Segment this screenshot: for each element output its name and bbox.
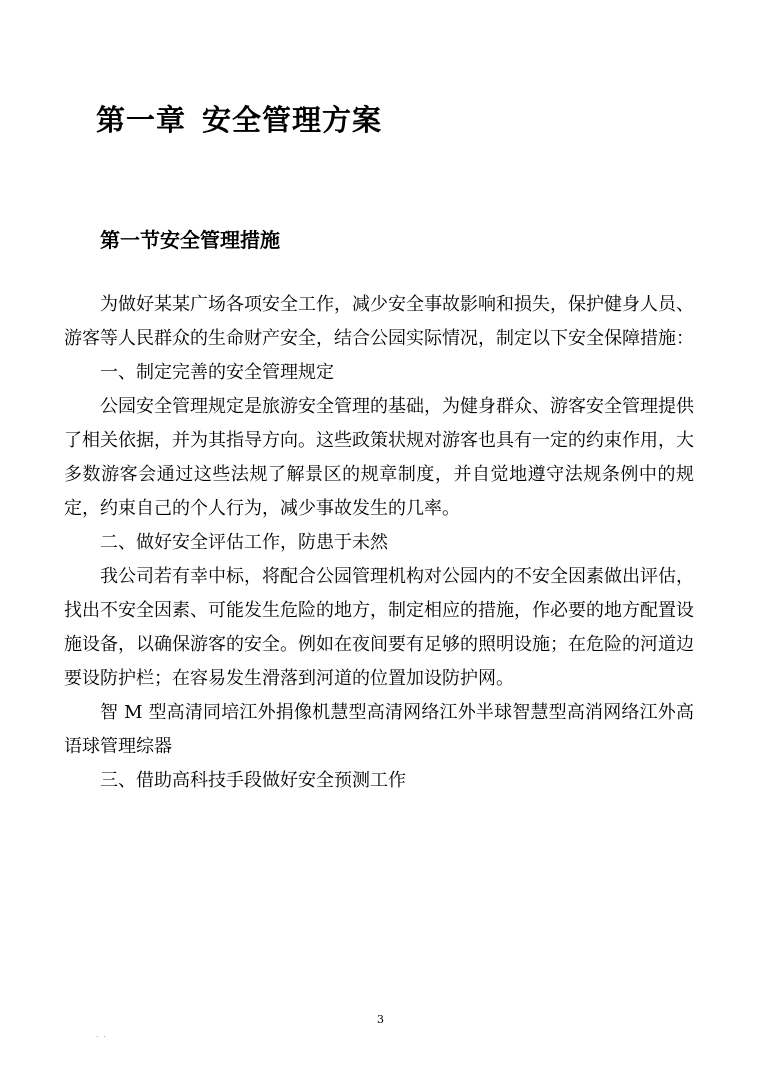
item1-heading: 一、制定完善的安全管理规定	[100, 362, 334, 383]
item1-paragraph: 公园安全管理规定是旅游安全管理的基础，为健身群众、游客安全管理提供了相关依据，并为其指导方向。这些政策状规对游客也具有一定的约束作用，大多数游客会通过这些法规了解景区的规章制度，并自觉地遵守法规条例中的规定，约束自己的个人行为，减少事故发生的几率。	[64, 396, 694, 519]
corner-mark: . .	[96, 1030, 107, 1039]
intro-paragraph: 为做好某某广场各项安全工作，减少安全事故影响和损失，保护健身人员、游客等人民群众的生命财产安全，结合公园实际情况，制定以下安全保障措施：	[64, 294, 694, 349]
document-body	[64, 288, 694, 798]
chapter-number: 第一章	[96, 103, 187, 137]
chapter-name: 安全管理方案	[202, 103, 383, 137]
item3-heading: 三、借助高科技手段做好安全预测工作	[100, 770, 406, 791]
page-number: 3	[377, 1013, 384, 1026]
section-title: 第一节安全管理措施	[100, 228, 280, 252]
item2-paragraph: 我公司若有幸中标，将配合公园管理机构对公园内的不安全因素做出评估，找出不安全因素、可能发生危险的地方，制定相应的措施，作必要的地方配置设施设备，以确保游客的安全。例如在夜间要有足够的照明设施；在危险的河道边要设防护栏；在容易发生滑落到河道的位置加设防护网。	[64, 566, 694, 689]
item2-heading: 二、做好安全评估工作，防患于未然	[100, 532, 388, 553]
item2-extra-paragraph: 智 M 型高清同培江外捐像机慧型高清网络江外半球智慧型高消网络江外高语球管理综器	[64, 702, 694, 757]
chapter-title	[96, 98, 382, 142]
